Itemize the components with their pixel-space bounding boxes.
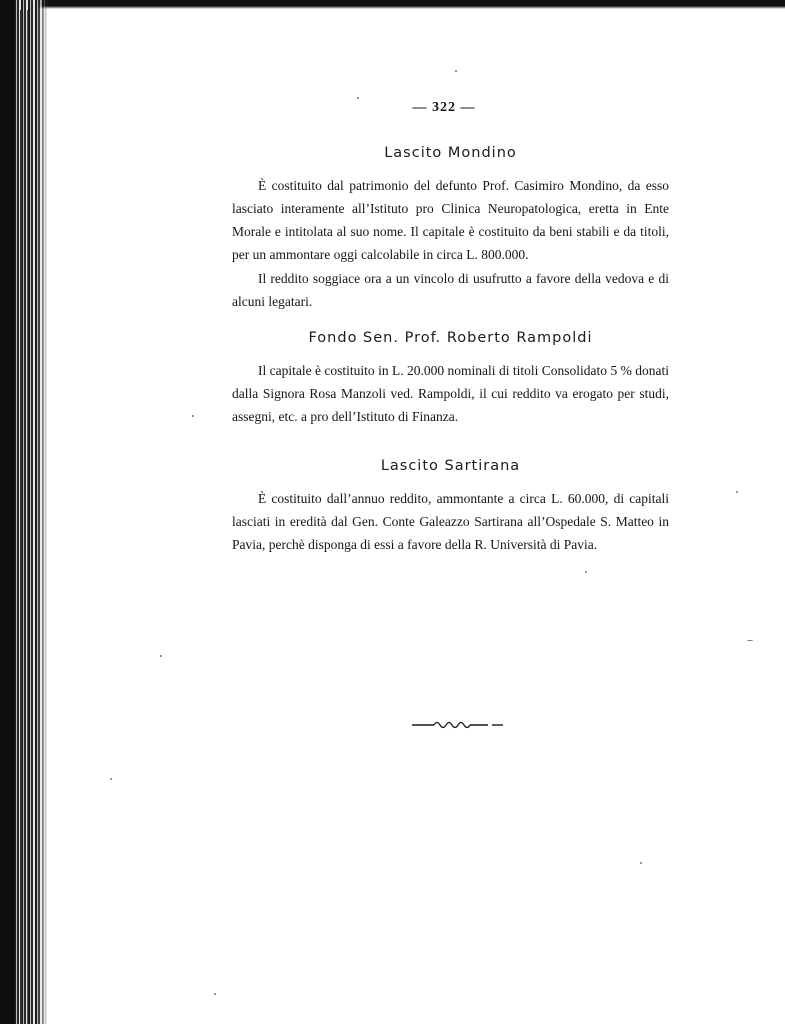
wavy-line-ornament-icon — [412, 718, 504, 732]
scan-speck — [585, 571, 587, 573]
scan-speck — [110, 778, 112, 780]
scan-speck — [357, 97, 359, 99]
paragraph: Il capitale è costituito in L. 20.000 nominali di titoli Consolidato 5 % donati dalla Signora Rosa Manzoli ved. Rampoldi, il cui reddito va erogato per studi, assegni, etc. a pro dell’Istituto di Finanza. — [232, 363, 669, 424]
section-title: Lascito Sartirana — [380, 458, 521, 474]
scan-speck — [640, 862, 642, 864]
page-number: — 322 — — [412, 100, 476, 115]
section-lascito-mondino — [232, 145, 669, 313]
scan-speck — [736, 491, 738, 493]
section-fondo-rampoldi — [232, 330, 669, 428]
paragraph: È costituito dall’annuo reddito, ammontante a circa L. 60.000, di capitali lasciati in eredità dal Gen. Conte Galeazzo Sartirana all’Ospedale S. Matteo in Pavia, perchè disponga di essi a favore della R. Università di Pavia. — [232, 491, 669, 552]
section-title: Fondo Sen. Prof. Roberto Rampoldi — [308, 330, 593, 346]
scan-speck — [455, 70, 457, 72]
scan-speck — [160, 655, 162, 657]
spine-line — [27, 10, 28, 1024]
spine-line — [39, 10, 40, 1024]
paragraph: È costituito dal patrimonio del defunto Prof. Casimiro Mondino, da esso lasciato interamente all’Istituto pro Clinica Neuropatologica, eretta in Ente Morale e intitolata al suo nome. Il capitale è costituito da beni stabili e da titoli, per un ammontare oggi calcolabile in circa L. 800.000. — [232, 178, 669, 262]
section-title: Lascito Mondino — [384, 145, 517, 161]
paragraph: Il reddito soggiace ora a un vincolo di usufrutto a favore della vedova e di alcuni legatari. — [232, 271, 669, 309]
scan-top-edge — [0, 0, 785, 9]
spine-line — [20, 10, 22, 1024]
scan-speck — [747, 640, 753, 641]
scan-speck — [192, 415, 194, 417]
scan-speck — [214, 993, 216, 995]
book-spine-edge — [0, 0, 14, 1024]
section-lascito-sartirana — [232, 458, 669, 556]
